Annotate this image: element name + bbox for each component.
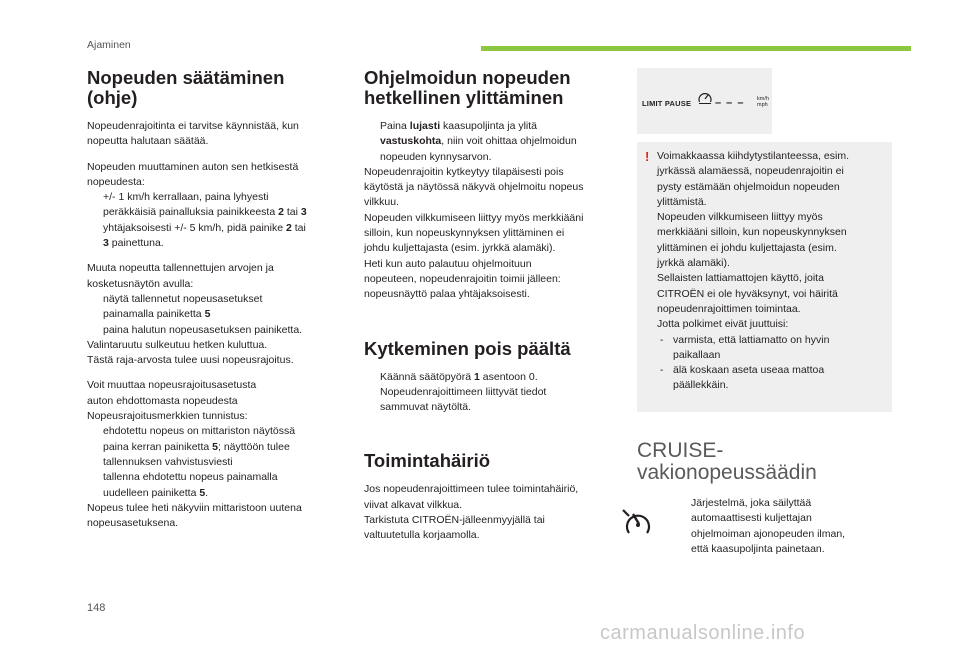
list-item: Käännä säätöpyörä 1 asentoon 0. Nopeudenrajoittimeen liittyvät tiedot sammuvat näytöltä. xyxy=(380,370,547,414)
warning-text xyxy=(657,149,884,333)
column-override: Ohjelmoidun nopeuden hetkellinen ylittäminen Paina lujasti kaasupoljinta ja ylitä vastuskohta, niin voit ohittaa ohjelmoidun nopeuden kynnysarvon. Nopeudenrajoitin kytkeytyy tilapäisesti pois käytöstä ja näytössä näkyvä ohjelmoitu nopeus vilkkuu. Nopeuden vilkkumiseen liittyy myös merkkiääni silloin, kun nopeuskynnyksen ylittäminen ei johdu kuljettajasta (esim. jyrkkä alamäki). Heti kun auto palautuu ohjelmoituun nopeuteen, nopeudenrajoitin toimii jälleen: nopeusnäyttö palaa yhtäjaksoisesti. Kytkeminen pois päältä Käännä säätöpyörä 1 asentoon 0. Nopeudenrajoittimeen liittyvät tiedot sammuvat näytöltä. Toimintahäiriö Jos nopeudenrajoittimeen tulee toimintahäiriö, viivat alkavat vilkkua. Tarkistuta CITROËN-jälleenmyyjällä tai valtuutetulla korjaamolla. xyxy=(364,68,619,544)
section-title-override: Ohjelmoidun nopeuden hetkellinen ylittäminen xyxy=(364,67,571,108)
text-line: ohjelmoiman ajonopeuden ilman, xyxy=(691,527,846,540)
list-item: - älä koskaan aseta useaa mattoa päällekkäin. xyxy=(660,364,825,392)
cruise-text xyxy=(691,496,891,557)
paragraph: Nopeuden muuttaminen auton sen hetkisestä nopeudesta: +/- 1 km/h kerrallaan, paina lyhyesti peräkkäisiä painalluksia painikkeesta 2 tai 3 yhtäjaksoisesti +/- 5 km/h, pidä painike 2 tai 3 painettuna. xyxy=(87,160,337,252)
paragraph: Muuta nopeutta tallennettujen arvojen ja kosketusnäytön avulla: näytä tallennetut nopeusasetukset painamalla painiketta 5 paina halutun nopeusasetuksen painiketta. Valintaruutu sulkeutuu hetken kuluttua. Tästä raja-arvosta tulee uusi nopeusrajoitus. xyxy=(87,261,337,368)
column-warnings xyxy=(637,68,892,566)
text-line: ylittämistä. xyxy=(657,195,707,208)
text-line: pysty estämään ohjelmoidun nopeuden xyxy=(657,180,840,193)
paragraph: Voit muuttaa nopeusrajoitusasetusta auton ehdottomasta nopeudesta Nopeusrajoitusmerkkien tunnistus: ehdotettu nopeus on mittariston näytössä paina kerran painiketta 5; näyttöön tulee tallennuksen vahvistusviesti tallenna ehdotettu nopeus painamalla uudelleen painiketta 5. Nopeus tulee heti näkyviin mittaristoon uutena nopeusasetuksena. xyxy=(87,378,337,531)
list-item: tallenna ehdotettu nopeus painamalla uudelleen painiketta 5. xyxy=(103,471,278,499)
speed-dashes: – – – xyxy=(715,97,745,109)
chapter-label: Ajaminen xyxy=(87,39,131,51)
page-number: 148 xyxy=(87,602,106,614)
list-item: +/- 1 km/h kerrallaan, paina lyhyesti peräkkäisiä painalluksia painikkeesta 2 tai 3 xyxy=(103,191,307,219)
speed-limiter-icon xyxy=(697,90,713,106)
chapter-bar xyxy=(481,46,911,51)
dash-icon: - xyxy=(660,333,664,346)
column-speed-adjust xyxy=(87,68,337,541)
text-line: automaattisesti kuljettajan xyxy=(691,512,812,525)
text-line: merkkiääni silloin, kun nopeuskynnyksen xyxy=(657,226,847,239)
warning-box xyxy=(637,142,892,412)
text-line: nopeudenrajoittimen toimintaa. xyxy=(657,302,801,315)
instrument-display xyxy=(637,68,772,134)
text-line: ylittäminen ei johdu kuljettajasta (esim. xyxy=(657,241,837,254)
warning-icon: ! xyxy=(645,149,650,164)
text-line: Voimakkaassa kiihdytystilanteessa, esim. xyxy=(657,150,849,162)
list-item: ehdotettu nopeus on mittariston näytössä xyxy=(103,425,296,438)
section-title-speed-adjust: Nopeuden säätäminen (ohje) xyxy=(87,67,285,108)
text-line: että kaasupoljinta painetaan. xyxy=(691,542,825,555)
speed-unit: km/h mph xyxy=(757,96,769,108)
cruise-description xyxy=(637,496,892,566)
text-line: Järjestelmä, joka säilyttää xyxy=(691,497,812,509)
text-line: Jotta polkimet eivät juuttuisi: xyxy=(657,318,789,331)
display-label: LIMIT PAUSE xyxy=(642,99,692,108)
watermark: carmanualsonline.info xyxy=(600,622,806,644)
cruise-control-icon xyxy=(621,508,655,538)
text-line: jyrkässä alamäessä, nopeudenrajoitin ei xyxy=(657,165,844,178)
section-title-switch-off: Kytkeminen pois päältä xyxy=(364,337,571,359)
paragraph: Nopeudenrajoitinta ei tarvitse käynnistää, kun nopeutta halutaan säätää. xyxy=(87,120,299,148)
list-item: yhtäjaksoisesti +/- 5 km/h, pidä painike 2 tai 3 painettuna. xyxy=(103,221,306,250)
text-line: Nopeuden vilkkumiseen liittyy myös xyxy=(657,211,823,224)
text-line: CITROËN ei ole hyväksynyt, voi häiritä xyxy=(657,287,838,300)
list-item: - varmista, että lattiamatto on hyvin paikallaan xyxy=(660,333,830,361)
dash-icon: - xyxy=(660,364,664,377)
section-title-cruise: CRUISE- vakionopeussäädin xyxy=(637,439,817,484)
list-item: paina halutun nopeusasetuksen painiketta. xyxy=(103,323,303,336)
text-line: jyrkkä alamäki). xyxy=(657,257,730,270)
list-item: paina kerran painiketta 5; näyttöön tulee tallennuksen vahvistusviesti xyxy=(103,440,290,468)
section-title-malfunction: Toimintahäiriö xyxy=(364,450,491,472)
list-item: Paina lujasti kaasupoljinta ja ylitä vastuskohta, niin voit ohittaa ohjelmoidun nopeuden kynnysarvon. xyxy=(380,120,577,163)
list-item: näytä tallennetut nopeusasetukset painamalla painiketta 5 xyxy=(103,292,263,321)
text-line: Sellaisten lattiamattojen käyttö, joita xyxy=(657,272,824,285)
